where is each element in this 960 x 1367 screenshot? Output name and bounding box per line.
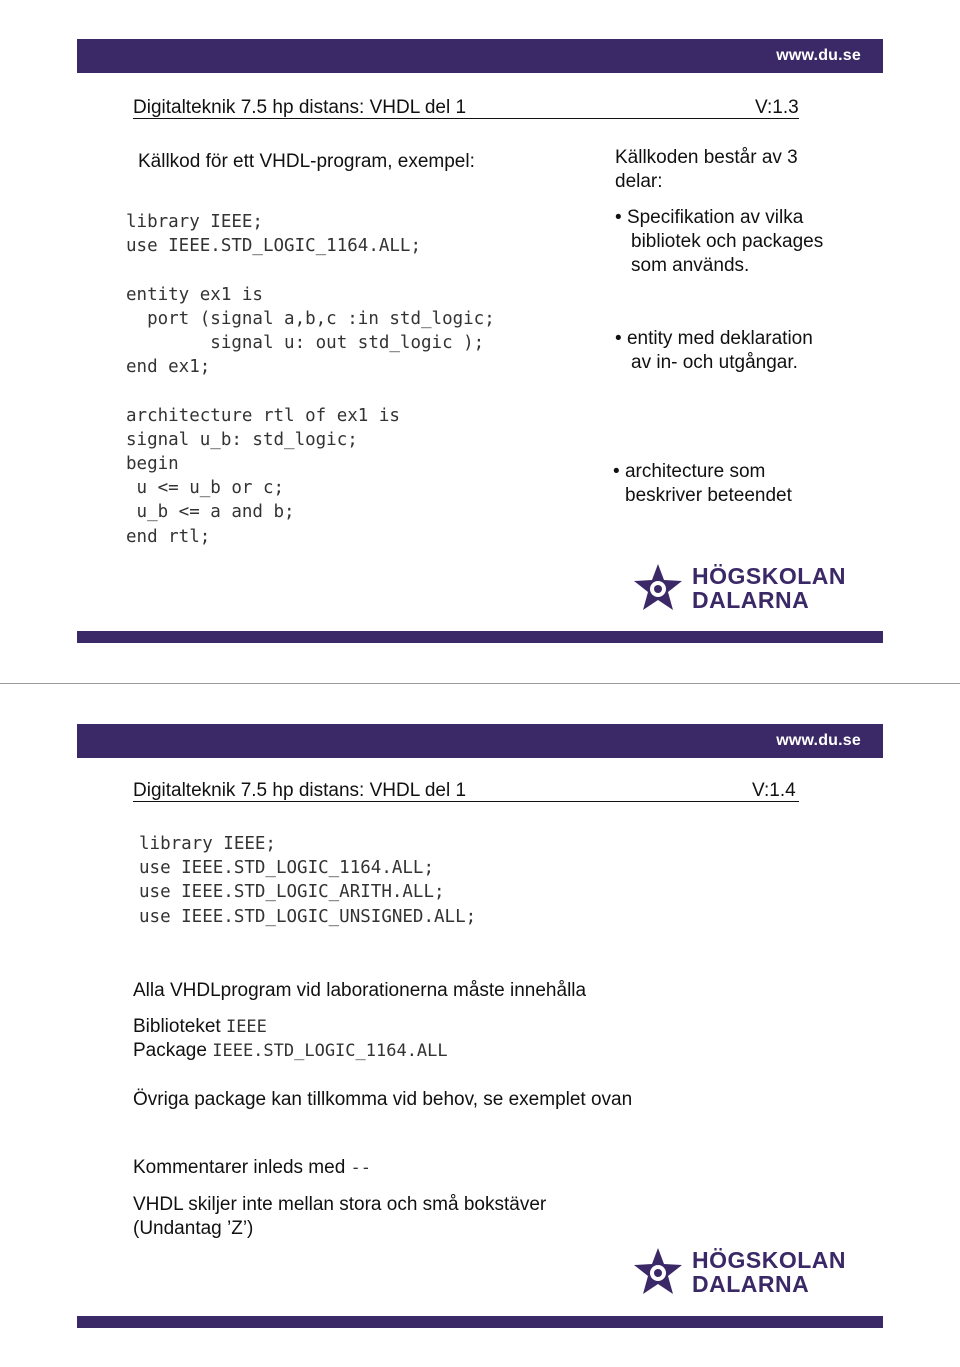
package-label: Package: [133, 1040, 207, 1061]
case-text-line-2: (Undantag ’Z’): [133, 1218, 254, 1239]
bullet-architecture-line-2: beskriver beteendet: [625, 485, 792, 506]
bullet-dot-icon: •: [613, 461, 620, 482]
slide-version: V:1.4: [752, 780, 796, 801]
bullet-dot-icon: •: [615, 328, 622, 349]
slide-title: Digitalteknik 7.5 hp distans: VHDL del 1: [133, 97, 467, 118]
site-url[interactable]: www.du.se: [776, 47, 861, 64]
header-bar: [77, 39, 883, 73]
logo-text-line-2: DALARNA: [692, 1271, 810, 1297]
hogskolan-dalarna-logo: [632, 562, 872, 618]
logo-text-line-1: HÖGSKOLAN: [692, 563, 846, 589]
comment-value: --: [350, 1158, 372, 1178]
vhdl-code-block: library IEEE; use IEEE.STD_LOGIC_1164.ALL; entity ex1 is port (signal a,b,c :in std_logic; signal u: out std_logic ); end ex1; architecture rtl of ex1 is signal u_b: std_logic; begin u <= u_b or c; u_b <= a and b; end rtl;: [126, 212, 495, 547]
slide-version: V:1.3: [755, 97, 799, 118]
library-value: IEEE: [225, 1017, 267, 1037]
slide-title: Digitalteknik 7.5 hp distans: VHDL del 1: [133, 780, 467, 801]
star-logo-icon: [632, 1246, 684, 1298]
package-value: IEEE.STD_LOGIC_1164.ALL: [212, 1041, 448, 1061]
side-heading-line-2: delar:: [615, 171, 663, 192]
bullet-entity: [615, 327, 813, 351]
bullet-entity-line-2: av in- och utgångar.: [631, 352, 798, 373]
footer-bar: [77, 631, 883, 643]
slide-1: [0, 0, 960, 683]
hogskolan-dalarna-logo: [632, 1246, 872, 1302]
bullet-entity-line-1: entity med deklaration: [626, 328, 813, 349]
other-packages-text: Övriga package kan tillkomma vid behov, se exemplet ovan: [133, 1089, 633, 1110]
bullet-libraries-line-3: som används.: [631, 255, 750, 276]
code-caption: Källkod för ett VHDL-program, exempel:: [138, 151, 475, 172]
logo-text-line-2: DALARNA: [692, 587, 810, 613]
bullet-libraries: [615, 206, 803, 230]
library-label: Biblioteket: [133, 1016, 221, 1037]
bullet-dot-icon: •: [615, 207, 622, 228]
case-text-line-1: VHDL skiljer inte mellan stora och små bokstäver: [133, 1194, 547, 1215]
side-heading-line-1: Källkoden består av 3: [615, 147, 798, 168]
footer-bar: [77, 1316, 883, 1328]
comment-label: Kommentarer inleds med: [133, 1157, 346, 1178]
bullet-libraries-line-1: Specifikation av vilka: [626, 207, 804, 228]
package-line: [133, 1039, 448, 1063]
bullet-libraries-line-2: bibliotek och packages: [631, 231, 824, 252]
bullet-architecture: [613, 460, 765, 484]
library-line: [133, 1015, 267, 1039]
title-underline: [133, 118, 799, 119]
comment-line: [133, 1156, 371, 1180]
library-code-block: library IEEE; use IEEE.STD_LOGIC_1164.ALL; use IEEE.STD_LOGIC_ARITH.ALL; use IEEE.STD_LOGIC_UNSIGNED.ALL;: [139, 834, 477, 927]
requirement-text: Alla VHDLprogram vid laborationerna måste innehålla: [133, 980, 587, 1001]
logo-text-line-1: HÖGSKOLAN: [692, 1247, 846, 1273]
bullet-architecture-line-1: architecture som: [624, 461, 766, 482]
slide-2: [0, 684, 960, 1367]
site-url[interactable]: www.du.se: [776, 732, 861, 749]
star-logo-icon: [632, 562, 684, 614]
title-underline: [133, 801, 799, 802]
header-bar: [77, 724, 883, 758]
